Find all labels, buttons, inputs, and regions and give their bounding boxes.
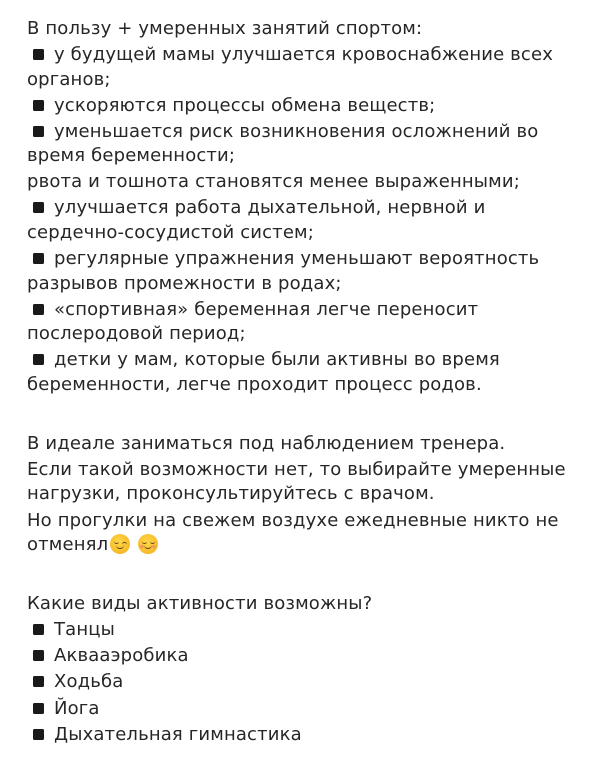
- black-square-icon: [33, 49, 44, 60]
- list-item: [27, 670, 587, 695]
- black-square-icon: [33, 354, 44, 365]
- list-item: [27, 723, 587, 748]
- list-item-text: Йога: [54, 697, 100, 719]
- list-item-text: Танцы: [54, 619, 116, 641]
- list-item: [27, 618, 587, 643]
- plain-line: рвота и тошнота становятся менее выраженными;: [27, 171, 520, 193]
- list-item: [27, 94, 587, 119]
- winking-face-emoji: [110, 534, 130, 554]
- list-item-text: уменьшается риск возникновения осложнений во время беременности;: [27, 120, 539, 167]
- list-item-text: у будущей мамы улучшается кровоснабжение всех органов;: [27, 44, 554, 90]
- black-square-icon: [33, 202, 44, 213]
- advice-line: В идеале заниматься под наблюдением тренера.: [27, 432, 506, 454]
- list-item: [27, 697, 587, 722]
- paragraph-gap: [27, 399, 587, 432]
- black-square-icon: [33, 126, 44, 137]
- black-square-icon: [33, 304, 44, 315]
- list-item: [27, 247, 587, 296]
- black-square-icon: [33, 650, 44, 661]
- list-item-text: регулярные упражнения уменьшают вероятность разрывов промежности в родах;: [27, 248, 540, 294]
- advice-line: [27, 509, 587, 558]
- section3-heading: Какие виды активности возможны?: [27, 593, 373, 615]
- black-square-icon: [33, 253, 44, 264]
- black-square-icon: [33, 676, 44, 687]
- list-item-text: ускоряются процессы обмена веществ;: [54, 94, 436, 116]
- list-item-text: Дыхательная гимнастика: [54, 723, 302, 745]
- paragraph-gap: [27, 559, 587, 592]
- list-item: [27, 348, 587, 397]
- black-square-icon: [33, 624, 44, 635]
- list-item-text: Аквааэробика: [54, 645, 189, 667]
- list-item-text: детки у мам, которые были активны во время беременности, легче проходит процесс родов.: [27, 349, 500, 395]
- list-item: [27, 196, 587, 245]
- list-item-text: улучшается работа дыхательной, нервной и сердечно-сосудистой систем;: [27, 197, 486, 243]
- advice-text: Но прогулки на свежем воздухе ежедневные никто не отменял: [27, 509, 559, 556]
- black-square-icon: [33, 729, 44, 740]
- advice-line: Если такой возможности нет, то выбирайте умеренные нагрузки, проконсультируйтесь с врачом.: [27, 458, 566, 505]
- list-item-text: «спортивная» беременная легче переносит послеродовой период;: [27, 298, 479, 345]
- list-item-text: Ходьба: [54, 671, 124, 693]
- list-item: [27, 43, 587, 92]
- post-caption: [27, 17, 587, 749]
- smiling-face-emoji: [138, 534, 158, 554]
- black-square-icon: [33, 100, 44, 111]
- section1-heading: В пользу + умеренных занятий спортом:: [27, 18, 423, 39]
- list-item: [27, 644, 587, 669]
- list-item: [27, 120, 587, 169]
- list-item: [27, 298, 587, 347]
- black-square-icon: [33, 703, 44, 714]
